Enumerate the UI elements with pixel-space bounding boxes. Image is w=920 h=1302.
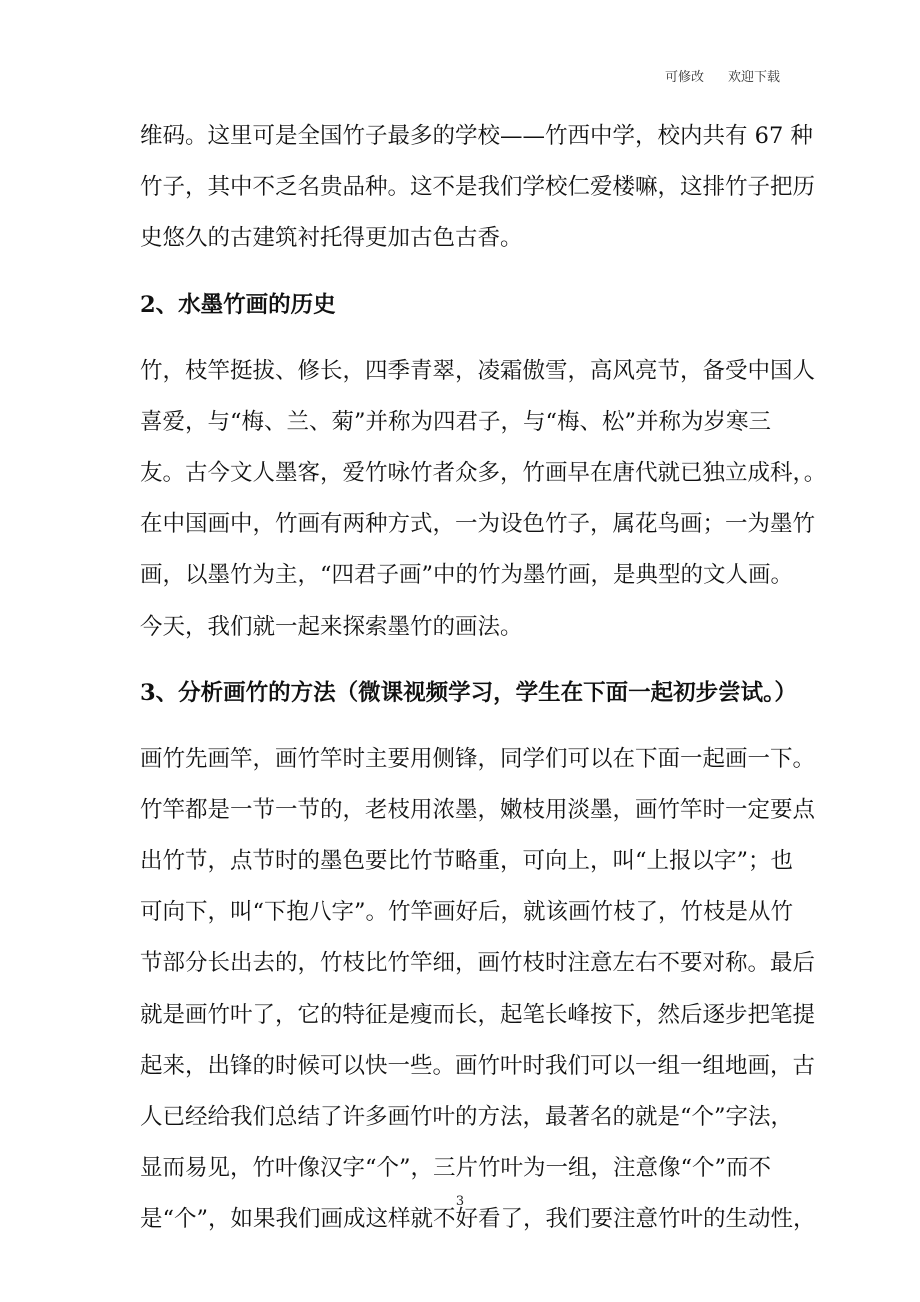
page-number: 3 [455, 1194, 465, 1209]
text-line: 显而易见，竹叶像汉字“个”，三片竹叶为一组，注意像“个”而不 [140, 1155, 772, 1182]
text-line: 史悠久的古建筑衬托得更加古色古香。 [140, 225, 523, 252]
text-line: 竹，枝竿挺拔、修长，四季青翠，凌霜傲雪，高风亮节，备受中国人 [140, 357, 816, 384]
page-header [665, 66, 780, 85]
text-line: 维码。这里可是全国竹子最多的学校——竹西中学，校内共有 67 种 [140, 123, 813, 149]
text-line: 出竹节，点节时的墨色要比竹节略重，可向上，叫“上报以字”；也 [140, 848, 794, 875]
header-welcome-text: 欢迎下载 [727, 70, 780, 85]
document-body [140, 111, 827, 1246]
paragraph-painting-method [140, 734, 816, 1246]
paragraph-bamboo-history [140, 346, 827, 653]
text-line: 画竹先画竿，画竹竿时主要用侧锋，同学们可以在下面一起画一下。 [140, 745, 816, 772]
text-line: 画，以墨竹为主，“四君子画”中的竹为墨竹画，是典型的文人画。 [140, 562, 794, 589]
text-line: 是“个”，如果我们画成这样就不好看了，我们要注意竹叶的生动性， [140, 1206, 816, 1233]
header-editable-text: 可修改 [664, 70, 704, 85]
text-line: 喜爱，与“梅、兰、菊”并称为四君子，与“梅、松”并称为岁寒三 [140, 408, 772, 435]
text-line: 可向下，叫“下抱八字”。竹竿画好后，就该画竹枝了，竹枝是从竹 [140, 899, 794, 926]
text-line: 竹子，其中不乏名贵品种。这不是我们学校仁爱楼嘛，这排竹子把历 [140, 174, 816, 201]
text-line: 就是画竹叶了，它的特征是瘦而长，起笔长峰按下，然后逐步把笔提 [140, 1001, 816, 1028]
text-line: 竹竿都是一节一节的，老枝用浓墨，嫩枝用淡墨，画竹竿时一定要点 [140, 796, 816, 823]
text-line: 今天，我们就一起来探索墨竹的画法。 [140, 613, 523, 640]
section-heading-2: 2、水墨竹画的历史 [140, 291, 336, 318]
text-line: 友。古今文人墨客，爱竹咏竹者众多，竹画早在唐代就已独立成科，。 [140, 459, 827, 486]
text-line: 在中国画中，竹画有两种方式，一为设色竹子，属花鸟画；一为墨竹 [140, 511, 816, 538]
text-line: 节部分长出去的，竹枝比竹竿细，画竹枝时注意左右不要对称。最后 [140, 950, 816, 977]
section-heading-3: 3、分析画竹的方法（微课视频学习，学生在下面一起初步尝试。） [140, 679, 797, 706]
paragraph-intro-continued [140, 111, 816, 265]
text-line: 起来，出锋的时候可以快一些。画竹叶时我们可以一组一组地画，古 [140, 1052, 816, 1079]
text-line: 人已经给我们总结了许多画竹叶的方法，最著名的就是“个”字法， [140, 1104, 794, 1130]
